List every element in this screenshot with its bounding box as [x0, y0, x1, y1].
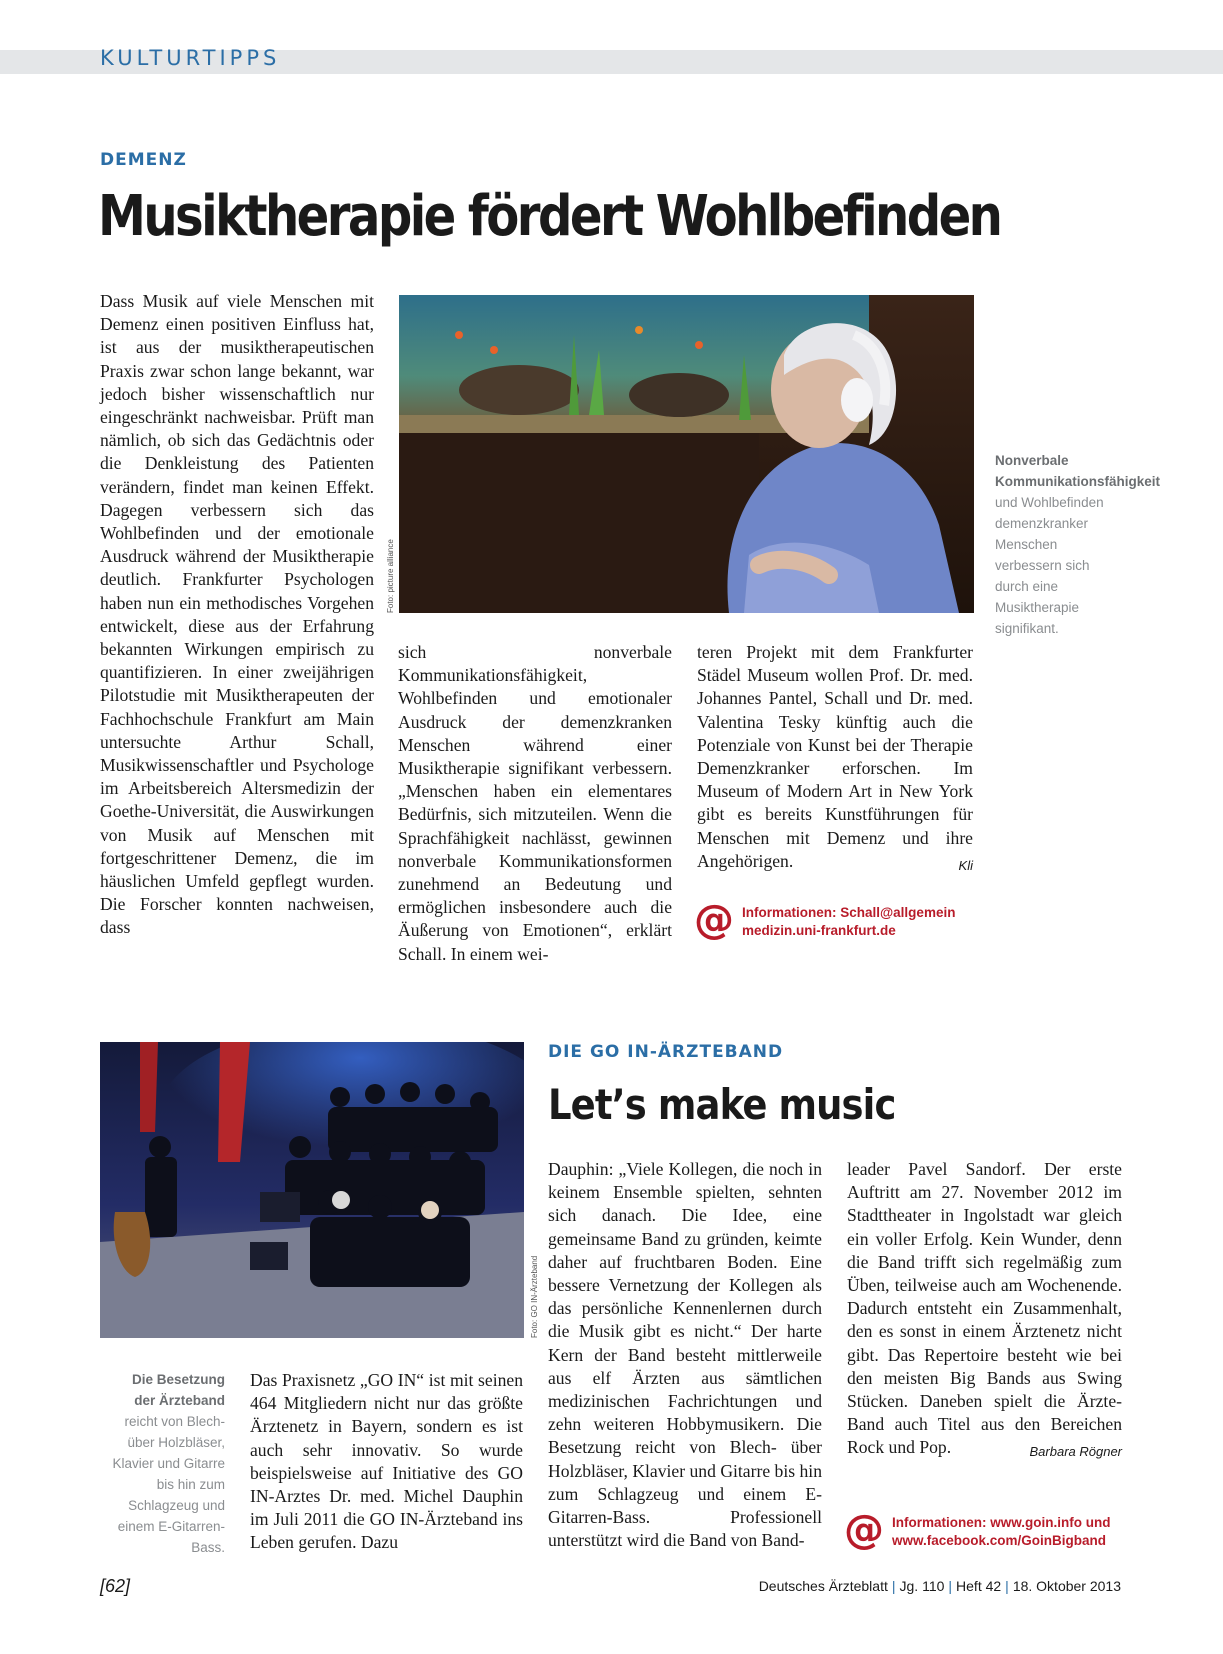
publication-date: 18. Oktober 2013: [1012, 1578, 1121, 1594]
article1-caption: Nonverbale Kommunikationsfähigkeit und Wohlbefinden demenzkranker Menschen verbessern sich durch eine Musiktherapie signifikant.: [995, 453, 1161, 636]
article1-info-text[interactable]: Informationen: Schall@allgemein medizin.uni-frankfurt.de: [742, 905, 956, 938]
page-number: [62]: [100, 1576, 131, 1596]
article2-photo-credit: Foto: GO IN-Ärzteband: [530, 1255, 539, 1338]
publication-name: Deutsches Ärzteblatt: [758, 1578, 888, 1594]
article2-column-1: Das Praxisnetz „GO IN“ ist mit seinen 464 Mitgliedern nicht nur das größte Ärztenetz in Bayern, sondern es ist auch sehr innovativ. So wurde beispielsweise auf Initiative des GO IN-Arztes Dr. med. Michel Dauphin im Juli 2011 die GO IN-Ärzteband ins Leben gerufen. Dazu: [250, 1370, 523, 1553]
publication-footer: Deutsches Ärzteblatt | Jg. 110 | Heft 42 | 18. Oktober 2013: [758, 1578, 1121, 1594]
article2-author: Barbara Rögner: [1029, 1444, 1122, 1460]
article1-info: [694, 897, 956, 943]
article2-headline: Let’s make music: [548, 1080, 896, 1129]
at-sign-icon: @: [694, 897, 734, 943]
article1-kicker: DEMENZ: [100, 150, 187, 170]
article2-column-2: Dauphin: „Viele Kollegen, die noch in keinem Ensemble spielten, sehnten sich danach. Die Idee, eine gemeinsame Band zu gründen, keimte daher auf fruchtbaren Boden. Eine bessere Vernetzung der Kollegen als das persönliche Kennenlernen durch die Musik gibt es nicht.“ Der harte Kern der Band besteht mittlerweile aus elf Ärzten aus sämtlichen medizinischen Fachrichtungen und zehn weiteren Hobbymusikern. Die Besetzung reicht von Blech- über Holzbläser, Klavier und Gitarre bis hin zum Schlagzeug und einem E-Gitarren-Bass. Professionell unterstützt wird die Band von Band-: [548, 1159, 822, 1551]
article1-photo-credit: Foto: picture alliance: [386, 539, 395, 613]
article2-photo: [100, 1042, 524, 1338]
publication-issue: Heft 42: [956, 1578, 1002, 1594]
article2-kicker: DIE GO IN-ÄRZTEBAND: [548, 1042, 784, 1062]
article2-info: [844, 1507, 1111, 1553]
article2-caption: Die Besetzung der Ärzteband reicht von Blech- über Holzbläser, Klavier und Gitarre bis hin zum Schlagzeug und einem E-Gitarren-Bass.: [112, 1372, 225, 1555]
article2-column-3: leader Pavel Sandorf. Der erste Auftritt am 27. November 2012 im Stadttheater in Ingolstadt war gleich ein voller Erfolg. Kein Wunder, denn die Band trifft sich regelmäßig zum Üben, teilweise auch am Wochenende. Dadurch entsteht ein Zusammenhalt, den es sonst in einem Ärztenetz nicht gibt. Das Repertoire besteht wie bei den meisten Big Bands aus Swing Stücken. Daneben spielt die Ärzte-Band auch Titel aus den Bereichen Rock und Pop. Barbara Rögner: [847, 1158, 1122, 1464]
article1-author: Kli: [958, 857, 973, 873]
article1-photo: [399, 295, 974, 613]
article1-column-3: teren Projekt mit dem Frankfurter Städel Museum wollen Prof. Dr. med. Johannes Pantel, Schall und Dr. med. Valentina Tesky künftig auch die Potenziale von Kunst bei der Therapie Demenzkranker erforschen. Im Museum of Modern Art in New York gibt es bereits Kunstführungen für Menschen mit Demenz und ihre Angehörigen. Kli: [697, 641, 973, 877]
article2-info-text[interactable]: Informationen: www.goin.info und www.facebook.com/GoinBigband: [892, 1515, 1111, 1548]
section-label: KULTURTIPPS: [100, 46, 281, 70]
article1-column-1: Dass Musik auf viele Menschen mit Demenz einen positiven Einfluss hat, ist aus der musiktherapeutischen Praxis zwar schon lange bekannt, war jedoch bisher wissenschaftlich nur eingeschränkt nachweisbar. Prüft man nämlich, ob sich das Gedächtnis oder die Denkleistung des Patienten verändern, findet man keinen Effekt. Dagegen verbessern sich das Wohlbefinden und der emotionale Ausdruck während der Musiktherapie deutlich. Frankfurter Psychologen haben nun ein methodisches Vorgehen entwickelt, diese aus der Erfahrung bekannten Wirkungen empirisch zu quantifizieren. In einer zweijährigen Pilotstudie mit Musiktherapeuten der Fachhochschule Frankfurt am Main untersuchte Arthur Schall, Musikwissenschaftler und Psychologe im Arbeitsbereich Altersmedizin der Goethe-Universität, die Auswirkungen von Musik auf Menschen mit fortgeschrittener Demenz, die im häuslichen Umfeld gepflegt wurden. Die Forscher konnten nachweisen, dass: [100, 291, 374, 938]
article1-headline: Musiktherapie fördert Wohlbefinden: [98, 184, 1001, 249]
at-sign-icon: @: [844, 1507, 884, 1553]
publication-volume: Jg. 110: [899, 1578, 945, 1594]
article1-column-2: sich nonverbale Kommunikationsfähigkeit, Wohlbefinden und emotionaler Ausdruck der demenzkranken Menschen während einer Musiktherapie signifikant verbessern. „Menschen haben ein elementares Bedürfnis, sich mitzuteilen. Wenn die Sprachfähigkeit nachlässt, gewinnen nonverbale Kommunikationsformen zunehmend an Bedeutung und ermöglichen insbesondere auch die Äußerung von Emotionen“, erklärt Schall. In einem wei-: [398, 642, 672, 964]
